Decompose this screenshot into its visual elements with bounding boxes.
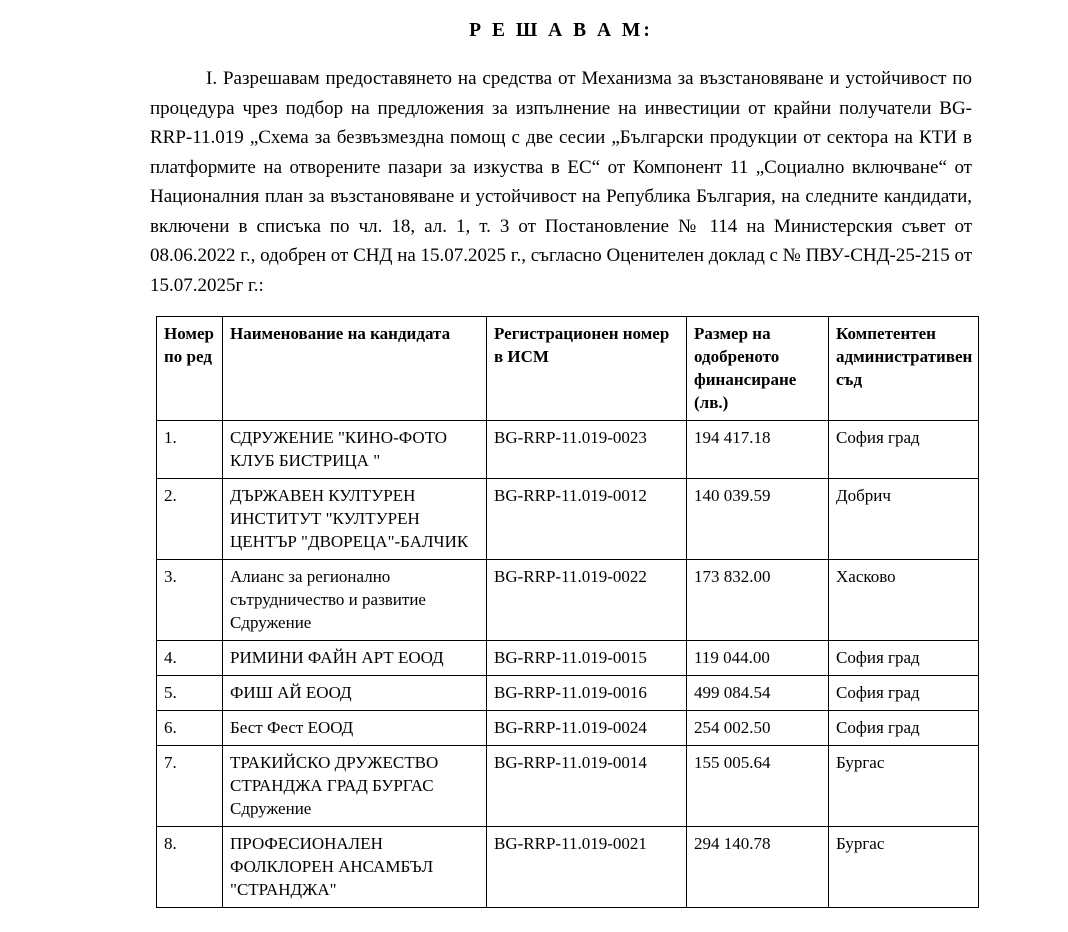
- cell-name: Бест Фест ЕООД: [223, 711, 487, 746]
- cell-court: София град: [829, 641, 979, 676]
- column-header-court: Компетентен административен съд: [829, 317, 979, 421]
- cell-name: ПРОФЕСИОНАЛЕН ФОЛКЛОРЕН АНСАМБЪЛ "СТРАНДЖА": [223, 827, 487, 908]
- cell-court: София град: [829, 711, 979, 746]
- cell-amount: 173 832.00: [687, 560, 829, 641]
- cell-amount: 194 417.18: [687, 421, 829, 479]
- column-header-number: Номер по ред: [157, 317, 223, 421]
- column-header-registration: Регистрационен номер в ИСМ: [487, 317, 687, 421]
- cell-court: Хасково: [829, 560, 979, 641]
- cell-amount: 119 044.00: [687, 641, 829, 676]
- cell-number: 7.: [157, 746, 223, 827]
- table-header-row: [157, 317, 979, 421]
- intro-paragraph: [150, 64, 972, 300]
- cell-court: Бургас: [829, 746, 979, 827]
- cell-registration: BG-RRP-11.019-0014: [487, 746, 687, 827]
- cell-registration: BG-RRP-11.019-0022: [487, 560, 687, 641]
- cell-registration: BG-RRP-11.019-0023: [487, 421, 687, 479]
- cell-registration: BG-RRP-11.019-0016: [487, 676, 687, 711]
- cell-amount: 155 005.64: [687, 746, 829, 827]
- column-header-name: Наименование на кандидата: [223, 317, 487, 421]
- cell-registration: BG-RRP-11.019-0015: [487, 641, 687, 676]
- paragraph-text: I. Разрешавам предоставянето на средства от Механизма за възстановяване и устойчивост по процедура чрез подбор на предложения за изпълнение на инвестиции от крайни получатели BG-RRP-11.019 „Схема за безвъзмездна помощ с две сесии „Български продукции от сектора на КТИ в платформите на отворените пазари за изкуства в ЕС“ от Компонент 11 „Социално включване“ от Националния план за възстановяване и устойчивост на Република България, на следните кандидати, включени в списъка по чл. 18, ал. 1, т. 3 от Постановление № 114 на Министерския съвет от 08.06.2022 г., одобрен от СНД на 15.07.2025 г., съгласно Оценителен доклад с № ПВУ-СНД-25-215 от 15.07.2025г г.:: [150, 68, 973, 296]
- table-row: [157, 711, 979, 746]
- cell-number: 3.: [157, 560, 223, 641]
- cell-amount: 254 002.50: [687, 711, 829, 746]
- table-row: [157, 746, 979, 827]
- table-row: [157, 479, 979, 560]
- cell-number: 5.: [157, 676, 223, 711]
- cell-number: 4.: [157, 641, 223, 676]
- table-row: [157, 421, 979, 479]
- table-row: [157, 641, 979, 676]
- cell-registration: BG-RRP-11.019-0024: [487, 711, 687, 746]
- cell-name: РИМИНИ ФАЙН АРТ ЕООД: [223, 641, 487, 676]
- cell-amount: 499 084.54: [687, 676, 829, 711]
- table-row: [157, 560, 979, 641]
- cell-number: 1.: [157, 421, 223, 479]
- table-row: [157, 676, 979, 711]
- cell-registration: BG-RRP-11.019-0012: [487, 479, 687, 560]
- cell-name: ТРАКИЙСКО ДРУЖЕСТВО СТРАНДЖА ГРАД БУРГАС Сдружение: [223, 746, 487, 827]
- table-row: [157, 827, 979, 908]
- cell-amount: 294 140.78: [687, 827, 829, 908]
- cell-name: ФИШ АЙ ЕООД: [223, 676, 487, 711]
- cell-court: Добрич: [829, 479, 979, 560]
- cell-court: Бургас: [829, 827, 979, 908]
- cell-number: 8.: [157, 827, 223, 908]
- candidates-table: [156, 316, 979, 908]
- cell-name: СДРУЖЕНИЕ "КИНО-ФОТО КЛУБ БИСТРИЦА ": [223, 421, 487, 479]
- cell-number: 2.: [157, 479, 223, 560]
- cell-number: 6.: [157, 711, 223, 746]
- column-header-amount: Размер на одобреното финансиране (лв.): [687, 317, 829, 421]
- page-title: Р Е Ш А В А М:: [469, 20, 653, 41]
- cell-registration: BG-RRP-11.019-0021: [487, 827, 687, 908]
- cell-court: София град: [829, 676, 979, 711]
- cell-name: Алианс за регионално сътрудничество и развитие Сдружение: [223, 560, 487, 641]
- cell-name: ДЪРЖАВЕН КУЛТУРЕН ИНСТИТУТ "КУЛТУРЕН ЦЕНТЪР "ДВОРЕЦА"-БАЛЧИК: [223, 479, 487, 560]
- cell-amount: 140 039.59: [687, 479, 829, 560]
- cell-court: София град: [829, 421, 979, 479]
